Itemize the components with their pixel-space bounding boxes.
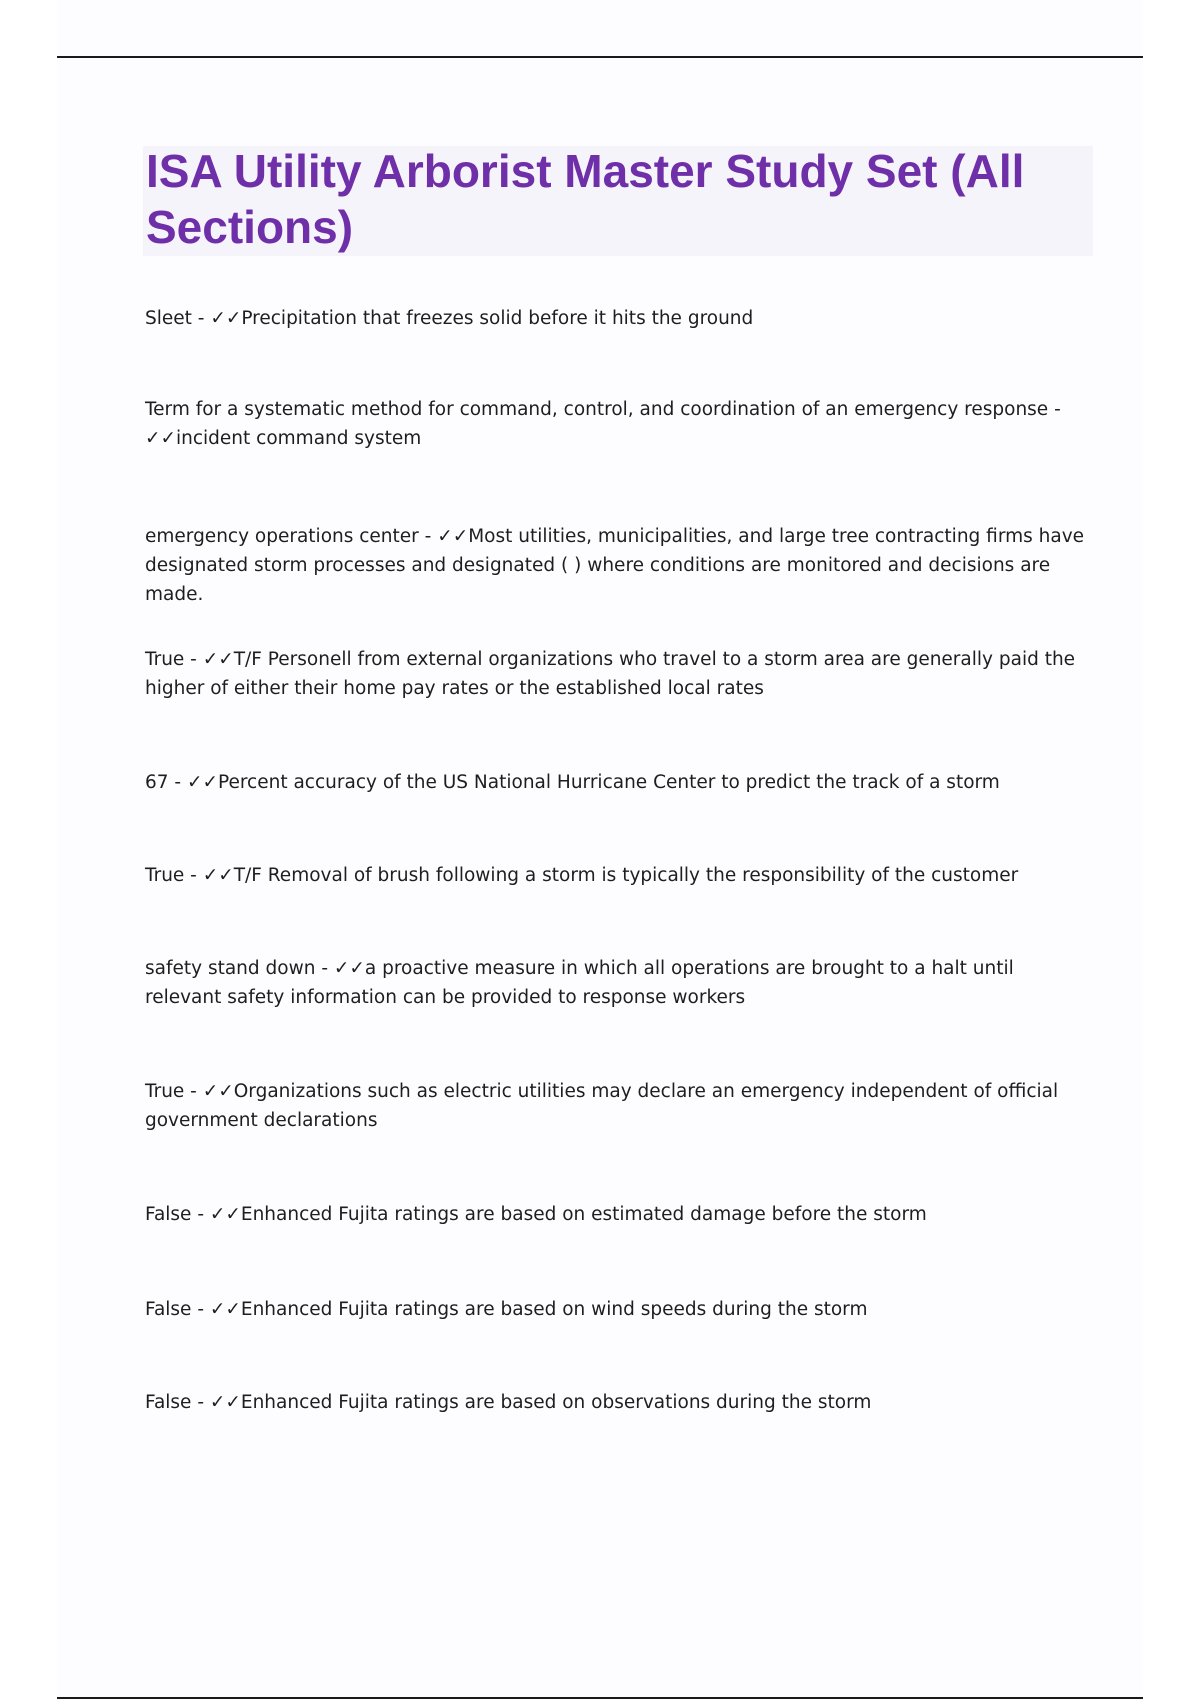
study-item: True - ✓✓T/F Removal of brush following a storm is typically the responsibility of the customer	[145, 865, 1019, 886]
study-item: True - ✓✓Organizations such as electric utilities may declare an emergency independent of official government declarations	[145, 1081, 1059, 1131]
study-item: False - ✓✓Enhanced Fujita ratings are based on wind speeds during the storm	[145, 1299, 868, 1320]
study-item: False - ✓✓Enhanced Fujita ratings are based on estimated damage before the storm	[145, 1204, 927, 1225]
study-item: Term for a systematic method for command, control, and coordination of an emergency response - ✓✓incident command system	[145, 399, 1061, 449]
study-item: Sleet - ✓✓Precipitation that freezes solid before it hits the ground	[145, 308, 754, 329]
footer-rule	[57, 1697, 1143, 1699]
study-item: 67 - ✓✓Percent accuracy of the US National Hurricane Center to predict the track of a storm	[145, 772, 1000, 793]
study-item: True - ✓✓T/F Personell from external organizations who travel to a storm area are generally paid the higher of either their home pay rates or the established local rates	[145, 649, 1076, 699]
header-rule	[57, 56, 1143, 58]
study-item: safety stand down - ✓✓a proactive measure in which all operations are brought to a halt until relevant safety information can be provided to response workers	[145, 958, 1014, 1008]
document-title: ISA Utility Arborist Master Study Set (All Sections)	[146, 145, 1025, 253]
study-item: False - ✓✓Enhanced Fujita ratings are based on observations during the storm	[145, 1392, 872, 1413]
study-item: emergency operations center - ✓✓Most utilities, municipalities, and large tree contracting firms have designated storm processes and designated ( ) where conditions are monitored and decisions are made.	[145, 526, 1085, 605]
